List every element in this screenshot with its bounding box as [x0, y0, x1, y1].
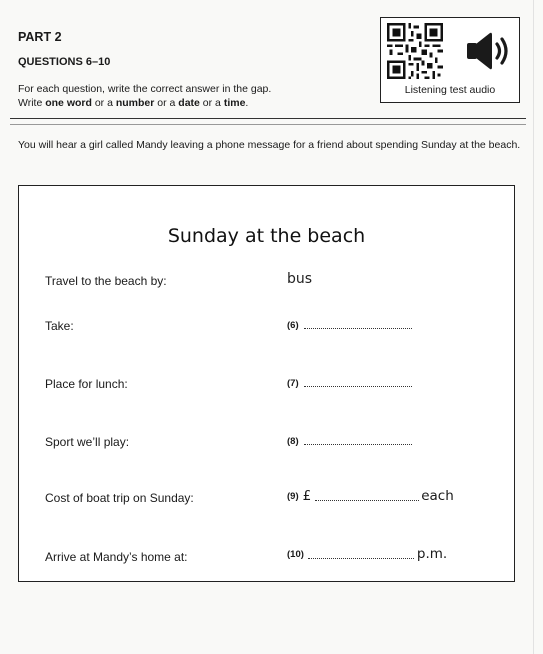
answer-field-10[interactable] — [308, 558, 414, 559]
row-label-sport: Sport we’ll play: — [45, 435, 130, 449]
row-label-take: Take: — [45, 319, 74, 333]
task-intro: You will hear a girl called Mandy leaving a phone message for a friend about spending Sunday at the beach. — [18, 139, 521, 151]
answer-gap-8 — [287, 436, 412, 447]
answer-gap-7 — [287, 378, 412, 389]
answer-field-7[interactable] — [304, 386, 412, 387]
pm-suffix: p.m. — [416, 546, 448, 562]
answer-field-8[interactable] — [304, 444, 412, 445]
question-number-8: (8) — [287, 436, 299, 447]
question-number-6: (6) — [287, 320, 299, 331]
instruction-line-1: For each question, write the correct answer in the gap. — [18, 83, 272, 95]
answer-field-6[interactable] — [304, 328, 412, 329]
notes-form — [18, 185, 515, 582]
pound-sign: £ — [302, 488, 312, 504]
answer-gap-9 — [287, 488, 454, 504]
row-label-lunch: Place for lunch: — [45, 377, 128, 391]
answer-gap-6 — [287, 320, 412, 331]
question-number-10: (10) — [287, 549, 304, 560]
example-answer: bus — [287, 271, 313, 287]
divider-bottom — [10, 124, 526, 125]
instruction-line-2: Write one word or a number or a date or a time. — [18, 97, 249, 109]
divider-top — [10, 118, 526, 119]
row-label-boat-cost: Cost of boat trip on Sunday: — [45, 491, 194, 505]
form-title: Sunday at the beach — [167, 225, 366, 247]
qr-code-icon[interactable] — [387, 22, 443, 80]
speaker-icon[interactable] — [465, 30, 511, 72]
row-label-travel: Travel to the beach by: — [45, 274, 167, 288]
audio-caption: Listening test audio — [404, 84, 496, 96]
instructions — [18, 82, 271, 110]
row-label-arrive: Arrive at Mandy’s home at: — [45, 550, 188, 564]
question-number-7: (7) — [287, 378, 299, 389]
answer-gap-10 — [287, 546, 447, 562]
page-edge-line — [533, 0, 534, 654]
each-suffix: each — [421, 488, 454, 504]
part-heading: PART 2 — [18, 30, 62, 44]
question-number-9: (9) — [287, 491, 299, 502]
answer-field-9[interactable] — [315, 500, 419, 501]
questions-heading: QUESTIONS 6–10 — [18, 56, 111, 68]
listening-audio-box[interactable] — [380, 17, 520, 103]
